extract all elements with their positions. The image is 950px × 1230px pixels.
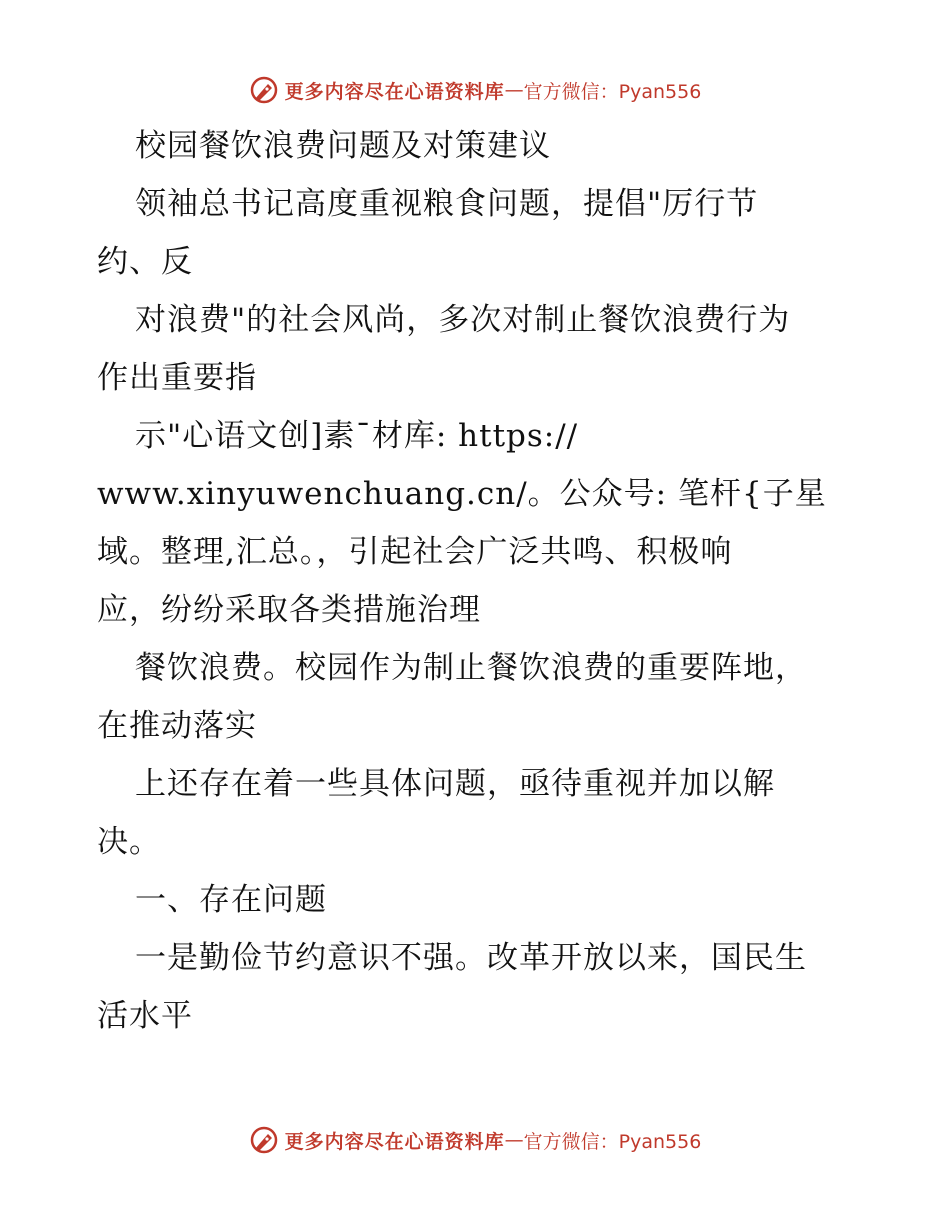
document-title: 校园餐饮浪费问题及对策建议 [135, 128, 551, 164]
banner-brand-text: 更多内容尽在心语资料库 [284, 80, 505, 103]
banner-contact-text: 官方微信：Pyan556 [523, 1130, 702, 1153]
pen-nib-logo-icon [249, 75, 279, 105]
paragraph-line: 上还存在着一些具体问题，亟待重视并加以解 [135, 766, 775, 802]
paragraph-line: 示"心语文创]素¯材库: https:// [135, 418, 579, 454]
paragraph-line: 餐饮浪费。校园作为制止餐饮浪费的重要阵地， [135, 650, 807, 686]
paragraph-line: 应，纷纷采取各类措施治理 [97, 592, 481, 628]
paragraph-line: 作出重要指 [97, 360, 257, 396]
paragraph-line: 决。 [97, 824, 161, 860]
banner-separator: — [504, 1129, 524, 1151]
paragraph-line: 领袖总书记高度重视粮食问题，提倡"厉行节 [135, 186, 759, 222]
banner-separator: — [504, 79, 524, 101]
pen-nib-logo-icon [249, 1125, 279, 1155]
paragraph-line: 一是勤俭节约意识不强。改革开放以来，国民生 [135, 940, 807, 976]
section-heading: 一、存在问题 [135, 882, 327, 918]
document-body [97, 117, 867, 1045]
header-banner [0, 70, 950, 110]
paragraph-line: 域。整理,汇总。，引起社会广泛共鸣、积极响 [97, 534, 733, 570]
banner-contact-text: 官方微信：Pyan556 [523, 80, 702, 103]
banner-brand-text: 更多内容尽在心语资料库 [284, 1130, 505, 1153]
paragraph-line: www.xinyuwenchuang.cn/。公众号: 笔杆{子星 [97, 476, 827, 512]
paragraph-line: 在推动落实 [97, 708, 257, 744]
paragraph-line: 活水平 [97, 998, 193, 1034]
paragraph-line: 约、反 [97, 244, 193, 280]
footer-banner [0, 1120, 950, 1160]
paragraph-line: 对浪费"的社会风尚，多次对制止餐饮浪费行为 [135, 302, 791, 338]
